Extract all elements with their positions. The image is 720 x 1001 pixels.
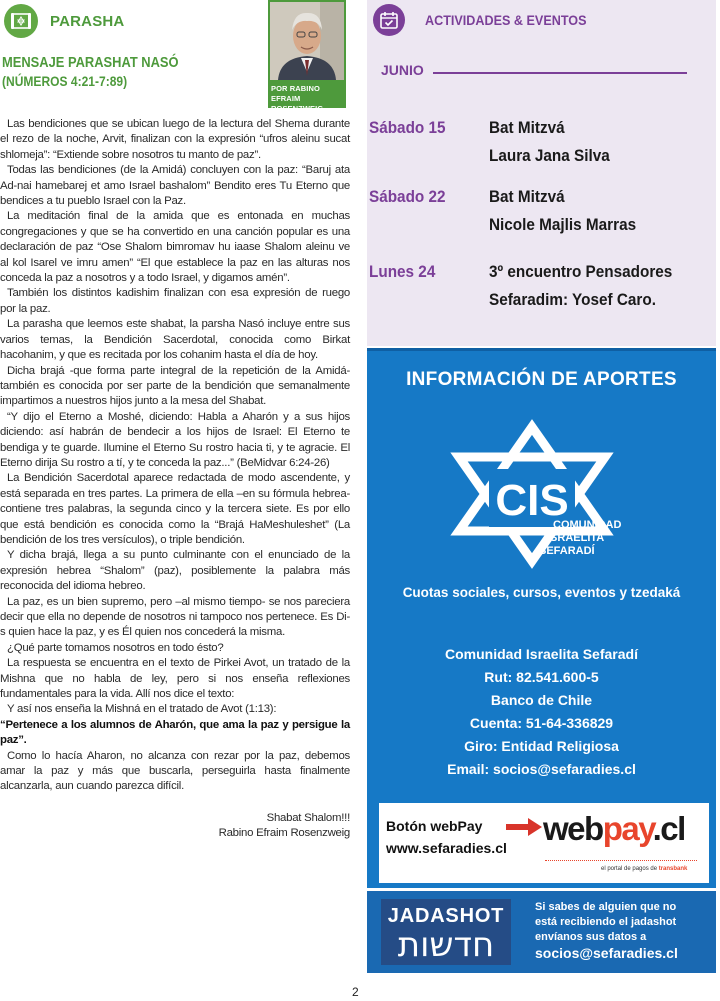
- org-name: [539, 519, 622, 558]
- webpay-logo[interactable]: [543, 809, 685, 849]
- month-label: JUNIO: [381, 62, 424, 78]
- article-paragraph: Todas las bendiciones (de la Amidá) concluyen con la paz: “Baruj ata Ad-nai hamebarej et amo Israel bashalom” Bendito eres Tu Eterno que bendices a tu pueblo Israel con la Paz.: [0, 164, 350, 208]
- event-line2: Sefaradim: Yosef Caro.: [489, 290, 656, 309]
- article-paragraph: La parasha que leemos este shabat, la parsha Nasó incluye entre sus varios temas, la Bendición Sacerdotal, conocida como Birkat hacohanim, y que es recitada por los cohanim hasta el día de hoy.: [0, 318, 350, 362]
- article-title-line2: (NÚMEROS 4:21-7:89): [2, 73, 128, 89]
- month-divider: [433, 72, 687, 74]
- aportes-panel: [367, 348, 716, 888]
- event-line2: Nicole Majlis Marras: [489, 215, 637, 234]
- webpay-logo-web: web: [543, 810, 603, 847]
- article-paragraph: Y así nos enseña la Mishná en el tratado de Avot (1:13):: [7, 703, 277, 716]
- events-header: [373, 4, 604, 36]
- webpay-tagline-text: el portal de pagos de: [601, 866, 658, 872]
- jadashot-hebrew: חדשות: [397, 925, 495, 965]
- event-line1: 3º encuentro Pensadores: [489, 262, 673, 281]
- jadashot-text-line: envíanos sus datos a: [535, 931, 647, 943]
- cis-logo-text: CIS: [495, 476, 569, 525]
- calendar-icon: [373, 4, 405, 36]
- webpay-tagline-brand: transbank: [658, 866, 688, 872]
- org-name-line2: ISRAELITA: [547, 532, 605, 544]
- parasha-section-label: PARASHA: [50, 12, 125, 30]
- article-title-line1: MENSAJE PARASHAT NASÓ: [2, 54, 179, 71]
- author-photo: [270, 2, 344, 80]
- bank-details: [367, 643, 716, 781]
- events-panel: [367, 0, 716, 346]
- jadashot-word: JADASHOT: [387, 905, 505, 927]
- webpay-url[interactable]: www.sefaradies.cl: [386, 840, 507, 856]
- webpay-divider: [545, 860, 697, 861]
- article-bold-quote: “Pertenece a los alumnos de Aharón, que ama la paz y persigue la paz”.: [0, 718, 350, 747]
- jadashot-text-line: está recibiendo el jadashot: [535, 916, 677, 928]
- webpay-label-line1: Botón webPay: [386, 818, 483, 834]
- article-paragraph: Dicha brajá -que forma parte integral de la repetición de la Amidá- también es conocida por ser parte de la bendición que semanalmente impartimos a nuestros hijos junto a la mesa del Shabat.: [0, 364, 350, 408]
- article-title: [2, 54, 262, 90]
- aportes-title: INFORMACIÓN DE APORTES: [406, 369, 677, 390]
- jadashot-banner: [367, 891, 716, 973]
- article-paragraph: La Bendición Sacerdotal aparece redactada de modo ascendente, y está separada en tres partes. La primera de ella –en su fórmula hebrea- contiene tres palabras, la segunda cinco y la tercera siete. Es por ello que está bendición es conocida como la “Brajá HaMeshuleshet” (La bendición de los tres versículos), o triple bendición.: [0, 472, 350, 546]
- article-paragraph: La respuesta se encuentra en el texto de Pirkei Avot, un tratado de la Mishna que no habla de ley, pero si nos enseña reflexiones fundamentales para la vida. Allí nos dice el texto:: [0, 657, 350, 701]
- parasha-header: [4, 4, 124, 38]
- article-paragraph: También los distintos kadishim finalizan con esa expresión de ruego por la paz.: [0, 287, 350, 315]
- article-paragraph: Las bendiciones que se ubican luego de la lectura del Shema durante el rezo de la noche, Arvit, finalizan con la expresión “ufros aleinu sucat shlomeja”: “Extiende sobre nosotros tu manto de paz”.: [0, 118, 350, 161]
- article-paragraph: Y dicha brajá, llega a su punto culminante con el enunciado de la expresión hebrea “Shalom” (paz), posiblemente la palabra más reconocida del idioma hebreo.: [0, 549, 350, 593]
- author-photo-frame: [268, 0, 346, 113]
- webpay-banner[interactable]: [379, 803, 709, 883]
- org-name-line3: SEFARADÍ: [539, 545, 595, 557]
- article-paragraph: Como lo hacía Aharon, no alcanza con rezar por la paz, debemos amar la paz y más que buscarla, perseguirla hasta finalmente alcanzarla, aun cuando parezca difícil.: [0, 749, 350, 793]
- events-section-label: ACTIVIDADES & EVENTOS: [425, 12, 587, 28]
- webpay-logo-pay: pay: [602, 810, 653, 847]
- bank-line: Cuenta: 51-64-336829: [469, 715, 614, 731]
- jadashot-email[interactable]: socios@sefaradies.cl: [535, 945, 678, 961]
- parasha-column: [0, 0, 352, 980]
- org-name-line1: COMUNIDAD: [553, 519, 622, 531]
- event-line1: Bat Mitzvá: [489, 187, 565, 206]
- article-paragraph: La paz, es un bien supremo, pero –al mismo tiempo- se nos pareciera decir que ella no depende de nosotros ni tampoco nos pertenece. Es Di-s quien hace la paz, y es Él quien nos concederá la misma.: [0, 595, 350, 639]
- bank-line: Banco de Chile: [490, 692, 593, 708]
- event-line1: Bat Mitzvá: [489, 118, 565, 137]
- event-line2: Laura Jana Silva: [489, 146, 610, 165]
- event-date: Lunes 24: [369, 262, 436, 281]
- webpay-label: [386, 815, 507, 859]
- torah-scroll-icon: [4, 4, 38, 38]
- event-date: Sábado 15: [369, 118, 446, 137]
- arrow-right-icon: [506, 818, 542, 836]
- jadashot-message: [535, 900, 713, 945]
- signoff-author: Rabino Efraim Rosenzweig: [218, 827, 350, 840]
- jadashot-text-line: Si sabes de alguien que no: [535, 901, 677, 913]
- article-paragraph: “Y dijo el Eterno a Moshé, diciendo: Habla a Aharón y a sus hijos diciendo: así habrán de bendecir a los hijos de Israel: El Eterno te bendiga y te guarde. Ilumine el Eterno Su rostro hacia ti, y te agracie. El Eterno dirija Su rostro a tí, y te conceda la paz...” (BeMidvar 6:24-26): [0, 410, 350, 469]
- author-caption: [271, 84, 345, 114]
- bank-email[interactable]: Email: socios@sefaradies.cl: [447, 761, 636, 777]
- article-body: [0, 117, 350, 842]
- author-caption-line2: EFRAIM ROSENZWEIG: [271, 94, 324, 113]
- article-paragraph: ¿Qué parte tomamos nosotros en todo ésto?: [7, 641, 224, 654]
- cuotas-text: Cuotas sociales, cursos, eventos y tzedaká: [402, 585, 681, 600]
- bank-line: Rut: 82.541.600-5: [484, 669, 599, 685]
- bank-line: Comunidad Israelita Sefaradí: [445, 646, 638, 662]
- signoff-greeting: Shabat Shalom!!!: [266, 811, 350, 824]
- page-number: 2: [352, 985, 359, 999]
- event-date: Sábado 22: [369, 187, 446, 206]
- webpay-logo-cl: .cl: [652, 810, 685, 847]
- bank-line: Giro: Entidad Religiosa: [464, 738, 619, 754]
- article-paragraph: La meditación final de la amida que es entonada en muchas congregaciones y que se ha convertido en una canción popular es una declaración de paz “Ose Shalom bimromav hu iaase Shalom aleinu ve al kol Isarel ve imru amen” “El que establece la paz en las alturas nos conceda la paz a nosotros y a todo Israel, y digamos amén”.: [0, 210, 350, 285]
- jadashot-logo: [381, 899, 511, 965]
- webpay-tagline: [601, 866, 687, 872]
- author-caption-line1: POR RABINO: [271, 84, 320, 93]
